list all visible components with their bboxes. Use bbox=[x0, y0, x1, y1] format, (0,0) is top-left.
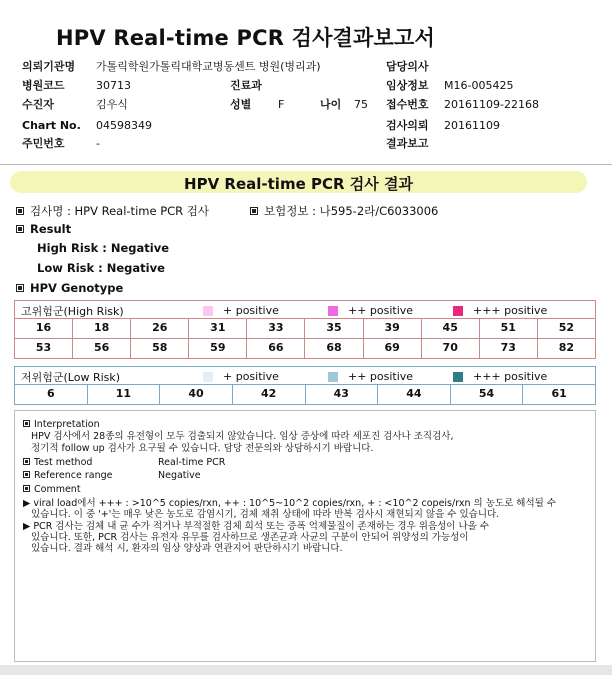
genotype-cell: 31 bbox=[189, 319, 247, 338]
interpretation-line: HPV 검사에서 28종의 유전형이 모두 검출되지 않았습니다. 임상 증상에 따라 세포진 검사나 조직검사, bbox=[31, 431, 454, 442]
bullet-square-icon bbox=[23, 485, 30, 492]
low-risk-header bbox=[14, 366, 596, 385]
genotype-heading-text: HPV Genotype bbox=[30, 281, 124, 295]
genotype-cell: 54 bbox=[451, 385, 524, 404]
legend-swatch bbox=[203, 372, 213, 382]
reference-range-value: Negative bbox=[158, 470, 201, 481]
genotype-cell: 68 bbox=[305, 339, 363, 358]
genotype-cell: 44 bbox=[378, 385, 451, 404]
reference-range-label bbox=[23, 470, 112, 481]
high-risk-row bbox=[14, 339, 596, 359]
chart-no-value: 04598349 bbox=[96, 119, 152, 132]
genotype-cell: 26 bbox=[131, 319, 189, 338]
genotype-cell: 58 bbox=[131, 339, 189, 358]
result-heading-text: Result bbox=[30, 222, 72, 236]
sex-label: 성별 bbox=[230, 98, 252, 111]
legend-label: ++ positive bbox=[348, 370, 414, 383]
legend-label: + positive bbox=[223, 304, 279, 317]
bottom-scroll-strip bbox=[0, 665, 612, 675]
report-date-label: 결과보고 bbox=[386, 137, 429, 150]
receipt-no-value: 20161109-22168 bbox=[444, 98, 539, 111]
genotype-cell: 6 bbox=[15, 385, 88, 404]
insurance-line bbox=[250, 204, 438, 218]
genotype-cell: 52 bbox=[558, 321, 575, 334]
low-risk-row bbox=[14, 385, 596, 405]
test-name-text: 검사명 : HPV Real-time PCR 검사 bbox=[30, 204, 210, 218]
interpretation-line: 정기적 follow up 검사가 요구될 수 있습니다. 담당 전문의와 상담하시기 바랍니다. bbox=[31, 443, 374, 454]
genotype-cell: 16 bbox=[15, 319, 73, 338]
result-banner bbox=[10, 171, 587, 193]
legend-swatch bbox=[203, 306, 213, 316]
high-risk-label: 고위험군(High Risk) bbox=[21, 305, 124, 318]
genotype-cell: 66 bbox=[247, 339, 305, 358]
comment-line: 있습니다. 또한, PCR 검사는 유전자 유무를 검사하므로 생존균과 사균의 구분이 안되어 위양성의 가능성이 bbox=[31, 532, 469, 543]
legend-swatch bbox=[453, 306, 463, 316]
header-divider bbox=[0, 164, 612, 165]
legend-swatch bbox=[328, 372, 338, 382]
resident-no-label: 주민번호 bbox=[22, 137, 65, 150]
genotype-cell: 43 bbox=[306, 385, 379, 404]
hospital-code-label: 병원코드 bbox=[22, 79, 65, 92]
genotype-cell: 82 bbox=[558, 341, 575, 354]
result-heading bbox=[16, 222, 71, 236]
comment-heading-text: Comment bbox=[34, 484, 81, 495]
legend-label: ++ positive bbox=[348, 304, 414, 317]
bullet-square-icon bbox=[23, 458, 30, 465]
genotype-cell: 70 bbox=[422, 339, 480, 358]
test-method-label bbox=[23, 457, 92, 468]
genotype-cell: 40 bbox=[160, 385, 233, 404]
sex-value: F bbox=[278, 98, 285, 111]
low-risk-label: 저위험군(Low Risk) bbox=[21, 371, 121, 384]
test-method-value: Real-time PCR bbox=[158, 457, 226, 468]
legend-item bbox=[328, 304, 413, 317]
bullet-square-icon bbox=[23, 420, 30, 427]
genotype-cell: 73 bbox=[480, 339, 538, 358]
comment-line: ▶ viral load에서 +++ : >10^5 copies/rxn, ++ : 10^5~10^2 copies/rxn, + : <10^2 copeis/rxn 의 농도로 해석될 수 bbox=[23, 498, 556, 509]
low-risk-result: Low Risk : Negative bbox=[37, 261, 165, 275]
genotype-cell: 51 bbox=[480, 319, 538, 338]
reference-range-label-text: Reference range bbox=[34, 470, 113, 481]
clinical-info-value: M16-005425 bbox=[444, 79, 514, 92]
genotype-cell: 45 bbox=[422, 319, 480, 338]
chart-no-label: Chart No. bbox=[22, 119, 81, 132]
legend-label: + positive bbox=[223, 370, 279, 383]
institution-value: 가톨릭학원가톨릭대학교병동센트 병원(병리과) bbox=[96, 60, 321, 73]
comment-line: 있습니다. 이 중 '+'는 매우 낮은 농도로 감염시기, 검체 채취 상태에 따라 반복 검사시 재현되지 않을 수 있습니다. bbox=[31, 509, 500, 520]
bullet-square-icon bbox=[16, 207, 24, 215]
genotype-cell: 39 bbox=[364, 319, 422, 338]
doctor-label: 담당의사 bbox=[386, 60, 429, 73]
legend-label: +++ positive bbox=[473, 304, 548, 317]
legend-item bbox=[203, 370, 279, 383]
bullet-square-icon bbox=[16, 284, 24, 292]
comment-line: ▶ PCR 검사는 검체 내 균 수가 적거나 부적절한 검체 희석 또는 증폭 억제물질이 존재하는 경우 위음성이 나올 수 bbox=[23, 521, 490, 532]
bullet-square-icon bbox=[23, 471, 30, 478]
interpretation-heading bbox=[23, 419, 100, 430]
legend-swatch bbox=[328, 306, 338, 316]
clinical-info-label: 임상정보 bbox=[386, 79, 429, 92]
resident-no-value: - bbox=[96, 137, 100, 150]
comments-box bbox=[14, 410, 596, 662]
legend-item bbox=[203, 304, 279, 317]
hospital-code-value: 30713 bbox=[96, 79, 131, 92]
interpretation-heading-text: Interpretation bbox=[34, 419, 100, 430]
high-risk-header bbox=[14, 300, 596, 319]
test-method-label-text: Test method bbox=[34, 457, 93, 468]
genotype-cell: 69 bbox=[364, 339, 422, 358]
genotype-cell: 59 bbox=[189, 339, 247, 358]
genotype-cell: 61 bbox=[551, 387, 567, 400]
request-date-value: 20161109 bbox=[444, 119, 500, 132]
bullet-square-icon bbox=[250, 207, 258, 215]
patient-label: 수진자 bbox=[22, 98, 54, 111]
genotype-cell: 35 bbox=[305, 319, 363, 338]
age-label: 나이 bbox=[320, 98, 342, 111]
department-label: 진료과 bbox=[230, 79, 262, 92]
genotype-cell: 18 bbox=[73, 319, 131, 338]
receipt-no-label: 접수번호 bbox=[386, 98, 429, 111]
comment-line: 있습니다. 결과 해석 시, 환자의 임상 양상과 연관지어 판단하시기 바랍니다. bbox=[31, 543, 343, 554]
genotype-cell: 53 bbox=[15, 339, 73, 358]
legend-item bbox=[453, 304, 547, 317]
test-name-line bbox=[16, 204, 209, 218]
institution-label: 의뢰기관명 bbox=[22, 60, 76, 73]
legend-item bbox=[328, 370, 413, 383]
legend-item bbox=[453, 370, 547, 383]
high-risk-result: High Risk : Negative bbox=[37, 241, 170, 255]
genotype-cell: 42 bbox=[233, 385, 306, 404]
genotype-cell: 56 bbox=[73, 339, 131, 358]
legend-swatch bbox=[453, 372, 463, 382]
age-value: 75 bbox=[354, 98, 368, 111]
genotype-heading bbox=[16, 281, 123, 295]
patient-value: 김우식 bbox=[96, 98, 128, 111]
bullet-square-icon bbox=[16, 225, 24, 233]
genotype-cell: 33 bbox=[247, 319, 305, 338]
result-banner-title: HPV Real-time PCR 검사 결과 bbox=[184, 175, 413, 193]
genotype-cell: 11 bbox=[88, 385, 161, 404]
high-risk-row bbox=[14, 319, 596, 339]
comment-heading bbox=[23, 484, 81, 495]
request-date-label: 검사의뢰 bbox=[386, 119, 429, 132]
insurance-text: 보험정보 : 나595-2라/C6033006 bbox=[264, 204, 439, 218]
legend-label: +++ positive bbox=[473, 370, 548, 383]
report-title: HPV Real-time PCR 검사결과보고서 bbox=[56, 26, 435, 50]
